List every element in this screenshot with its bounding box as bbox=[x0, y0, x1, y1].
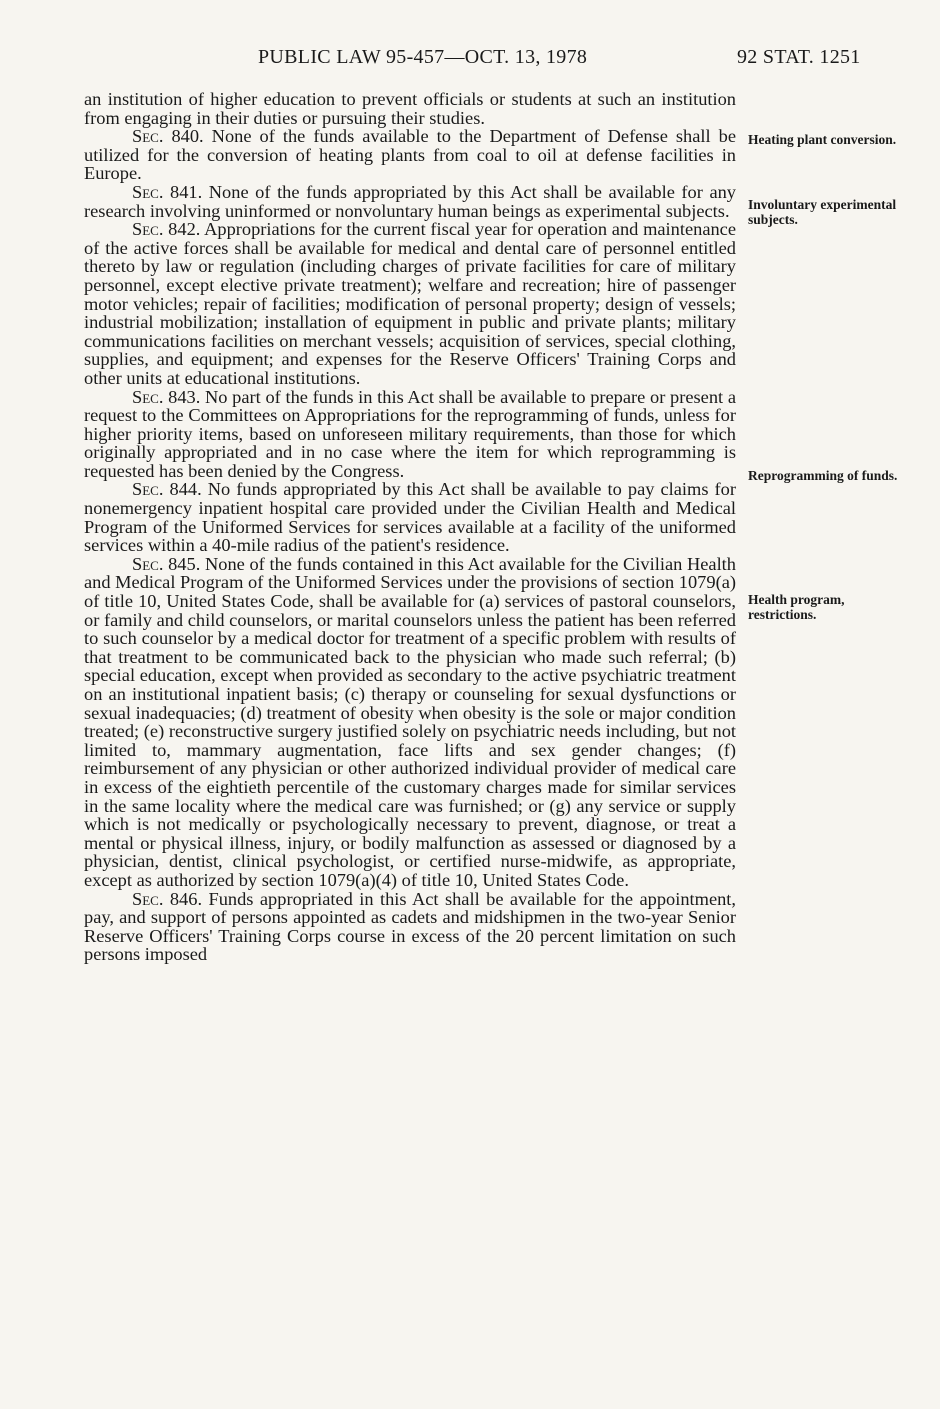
section-text: None of the funds available to the Department of Defense shall be utilized for the conversion of heating plants from coal to oil at defense facilities in Europe. bbox=[84, 126, 737, 184]
section-841 bbox=[84, 183, 736, 220]
law-title: PUBLIC LAW 95-457—OCT. 13, 1978 bbox=[258, 46, 588, 68]
section-number: Sec. 845. bbox=[132, 553, 201, 574]
section-text: Funds appropriated in this Act shall be available for the appointment, pay, and support of persons appointed as cadets and midshipmen in the two-year Senior Reserve Officers' Training Corps course in excess of the 20 percent limitation on such persons imposed bbox=[84, 888, 737, 965]
section-number: Sec. 842. bbox=[132, 219, 201, 240]
section-text: None of the funds appropriated by this Act shall be available for any research involving uninformed or nonvoluntary human beings as experimental subjects. bbox=[84, 181, 737, 221]
body-text bbox=[84, 90, 736, 964]
section-number: Sec. 844. bbox=[132, 479, 202, 500]
section-number: Sec. 841. bbox=[132, 181, 203, 202]
margin-note-experimental-subjects: Involuntary experimental subjects. bbox=[748, 197, 897, 227]
paragraph-continuation: an institution of higher education to prevent officials or students at such an institution from engaging in their duties or pursuing their studies. bbox=[84, 89, 736, 128]
section-number: Sec. 843. bbox=[132, 386, 201, 407]
section-text: No funds appropriated by this Act shall be available to pay claims for nonemergency inpatient hospital care provided under the Civilian Health and Medical Program of the Uniformed Services for services available at a facility of the uniformed services within a 40-mile radius of the patient's residence. bbox=[84, 479, 736, 556]
margin-note-health-program: Health program, restrictions. bbox=[748, 592, 845, 622]
margin-note-reprogramming: Reprogramming of funds. bbox=[748, 468, 898, 483]
section-846 bbox=[84, 890, 736, 964]
section-844 bbox=[84, 480, 736, 554]
section-text: No part of the funds in this Act shall be available to prepare or present a request to the Committees on Appropriations for the reprogramming of funds, unless for higher priority items, based on unforeseen military requirements, than those for which originally appropriated and in no case where the item for which reprogramming is requested has been denied by the Congress. bbox=[84, 386, 736, 481]
section-840 bbox=[84, 127, 736, 183]
section-number: Sec. 840. bbox=[132, 126, 204, 147]
section-842 bbox=[84, 220, 736, 387]
section-text: None of the funds contained in this Act available for the Civilian Health and Medical Program of the Uniformed Services under the provisions of section 1079(a) of title 10, United States Code, shall be available for (a) services of pastoral counselors, or family and child counselors, or marital counselors unless the patient has been referred to such counselor by a medical doctor for treatment of a specific problem with results of that treatment to be communicated back to the physician who made such referral; (b) special education, except when provided as secondary to the active psychiatric treatment on an institutional inpatient basis; (c) therapy or counseling for sexual dysfunctions or sexual inadequacies; (d) treatment of obesity when obesity is the sole or major condition treated; (e) reconstructive surgery justified solely on psychiatric needs including, but not limited to, mammary augmentation, face lifts and sex gender changes; (f) reimbursement of any physician or other authorized individual provider of medical care in excess of the eightieth percentile of the customary charges made for similar services in the same locality where the medical care was furnished; or (g) any service or supply which is not medically or psychologically necessary to prevent, diagnose, or treat a mental or physical illness, injury, or bodily malfunction as assessed or diagnosed by a physician, dentist, clinical psychologist, or certified nurse-midwife, as appropriate, except as authorized by section 1079(a)(4) of title 10, United States Code. bbox=[84, 553, 736, 890]
section-number: Sec. 846. bbox=[132, 888, 203, 909]
page-header bbox=[0, 46, 940, 72]
statute-citation: 92 STAT. 1251 bbox=[737, 46, 861, 68]
section-text: Appropriations for the current fiscal year for operation and maintenance of the active forces shall be available for medical and dental care of personnel entitled thereto by law or regulation (including charges of private facilities for care of military personnel, except elective private treatment); welfare and recreation; hire of passenger motor vehicles; repair of facilities; modification of personal property; design of vessels; industrial mobilization; installation of equipment in public and private plants; military communications facilities on merchant vessels; acquisition of services, special clothing, supplies, and equipment; and expenses for the Reserve Officers' Training Corps and other units at educational institutions. bbox=[84, 219, 737, 388]
section-843 bbox=[84, 388, 736, 481]
section-845 bbox=[84, 555, 736, 890]
margin-note-heating-plant: Heating plant conversion. bbox=[748, 132, 897, 147]
